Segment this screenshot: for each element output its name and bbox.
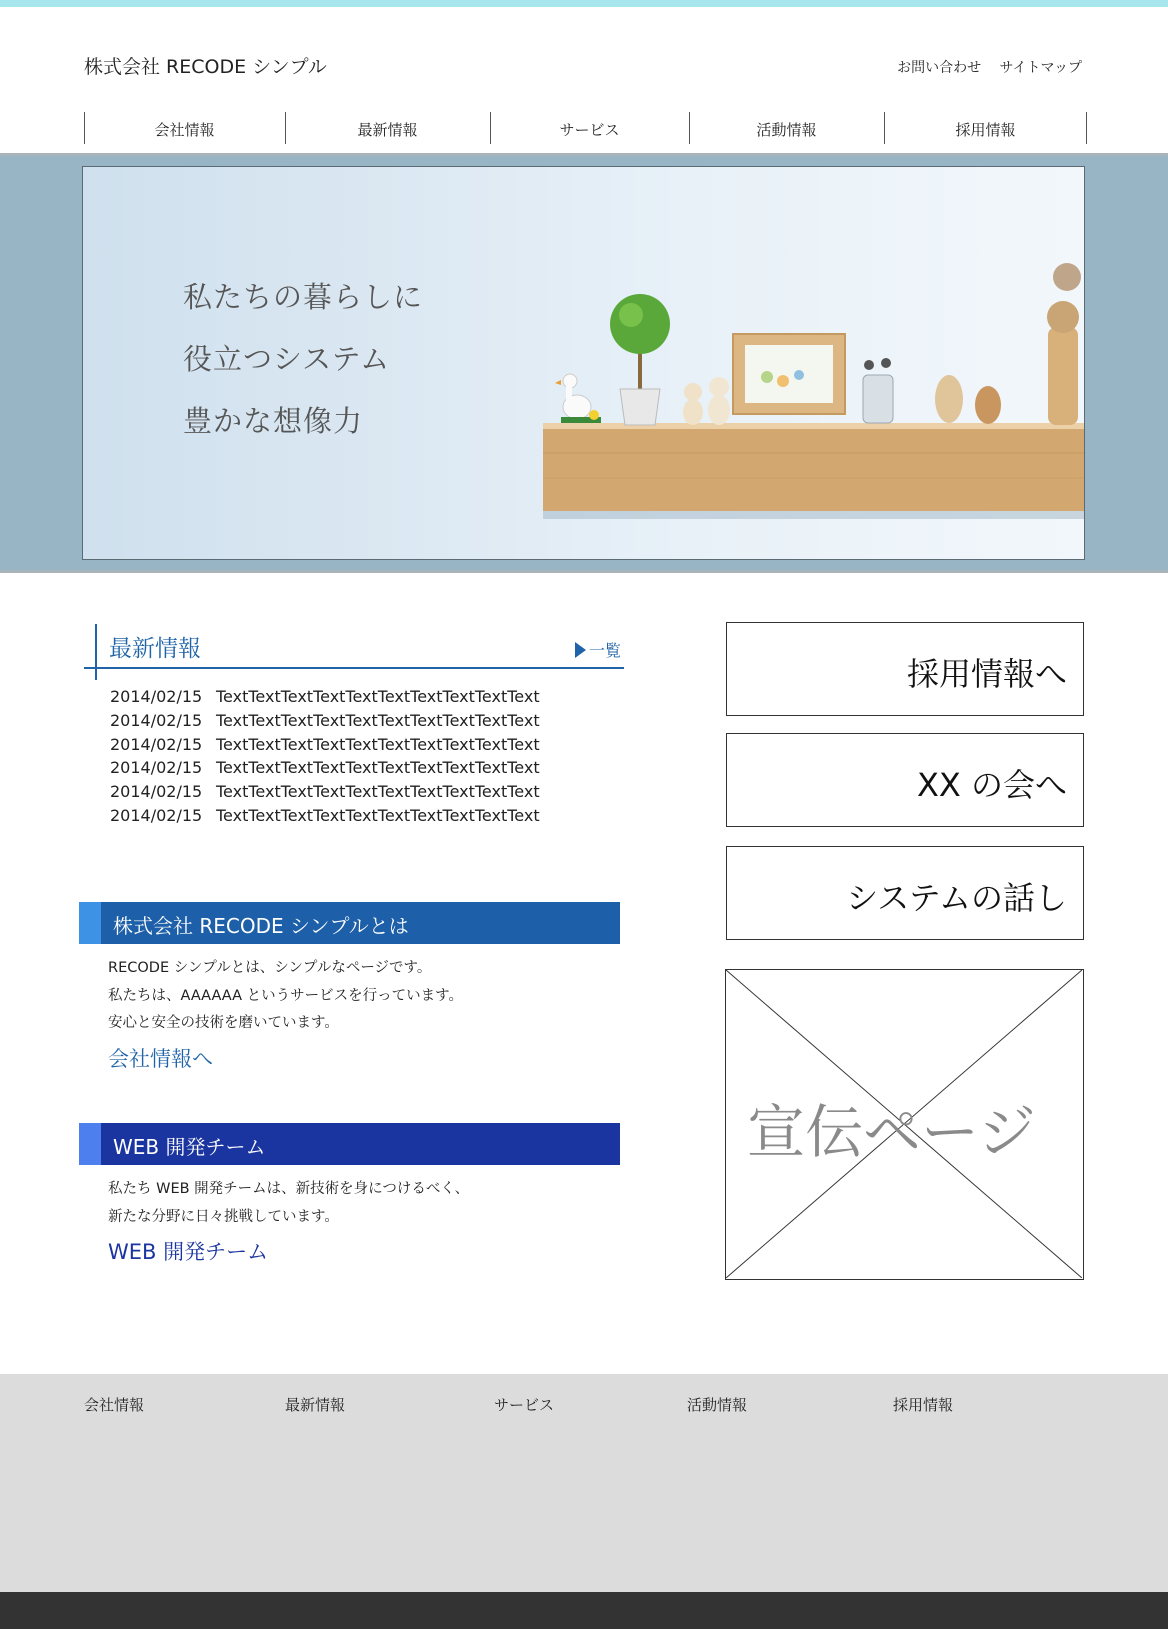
sitemap-link[interactable]: サイトマップ <box>999 60 1082 76</box>
news-text: TextTextTextTextTextTextTextTextTextText <box>216 805 540 825</box>
news-date: 2014/02/15 <box>110 710 203 730</box>
news-date: 2014/02/15 <box>110 734 203 754</box>
news-text: TextTextTextTextTextTextTextTextTextText <box>216 734 540 754</box>
global-nav <box>84 112 1087 144</box>
news-item[interactable] <box>110 711 540 735</box>
news-text: TextTextTextTextTextTextTextTextTextText <box>216 687 540 706</box>
system-talk-button-label: システムの話し <box>846 879 1067 917</box>
news-heading-accent <box>95 624 97 680</box>
shelf-illustration <box>83 167 1085 560</box>
recruit-button-label: 採用情報へ <box>906 655 1067 693</box>
section-accent <box>79 902 101 944</box>
news-list <box>110 687 540 830</box>
about-line: 安心と安全の技術を磨いています。 <box>108 1015 339 1031</box>
about-section-header <box>79 902 620 944</box>
news-date: 2014/02/15 <box>110 758 203 778</box>
news-item[interactable] <box>110 735 540 759</box>
section-accent <box>79 1123 101 1165</box>
site-title[interactable]: 株式会社 RECODE シンプル <box>84 56 327 78</box>
news-text: TextTextTextTextTextTextTextTextTextText <box>216 758 540 778</box>
nav-item-activity[interactable]: 活動情報 <box>756 121 817 139</box>
web-team-link[interactable]: WEB 開発チーム <box>108 1240 269 1264</box>
news-more-label: 一覧 <box>589 641 622 660</box>
about-section-body <box>108 955 463 1038</box>
news-date: 2014/02/15 <box>110 782 203 802</box>
system-talk-button[interactable] <box>726 846 1084 940</box>
news-item[interactable] <box>110 758 540 782</box>
about-section-title: 株式会社 RECODE シンプルとは <box>113 914 409 938</box>
play-triangle-icon <box>575 642 586 658</box>
about-line: 私たちは、AAAAAA というサービスを行っています。 <box>108 987 463 1004</box>
news-title: 最新情報 <box>109 636 201 662</box>
footer-link-activity[interactable]: 活動情報 <box>687 1396 748 1414</box>
ad-banner-label: 宣伝ページ <box>747 1098 1036 1166</box>
news-date: 2014/02/15 <box>110 805 203 825</box>
utility-links <box>883 57 1082 77</box>
contact-link[interactable]: お問い合わせ <box>897 60 982 76</box>
shelf-board <box>543 425 1085 511</box>
company-info-link[interactable]: 会社情報へ <box>108 1047 213 1071</box>
recruit-button[interactable] <box>726 622 1084 716</box>
plant-ball <box>610 294 670 354</box>
web-team-section-body <box>108 1176 469 1231</box>
nav-item-company[interactable]: 会社情報 <box>154 121 215 139</box>
news-text: TextTextTextTextTextTextTextTextTextText <box>216 782 540 802</box>
web-team-line: 私たち WEB 開発チームは、新技術を身につけるべく、 <box>108 1181 470 1197</box>
xx-club-button-label: XX の会へ <box>916 766 1067 804</box>
footer-link-recruit[interactable]: 採用情報 <box>893 1396 954 1414</box>
news-item[interactable] <box>110 782 540 806</box>
hero-banner <box>82 166 1085 560</box>
nav-separator <box>1086 112 1087 144</box>
footer <box>0 1374 1168 1592</box>
footer-link-service[interactable]: サービス <box>494 1396 555 1414</box>
news-date: 2014/02/15 <box>110 687 203 706</box>
web-team-section-header <box>79 1123 620 1165</box>
web-team-section-title: WEB 開発チーム <box>113 1135 266 1159</box>
top-accent-strip <box>0 0 1168 7</box>
news-text: TextTextTextTextTextTextTextTextTextText <box>216 710 540 730</box>
nav-item-news[interactable]: 最新情報 <box>357 121 418 139</box>
hero-line: 豊かな想像力 <box>183 404 364 438</box>
nav-item-service[interactable]: サービス <box>559 121 620 139</box>
nav-item-recruit[interactable]: 採用情報 <box>955 121 1016 139</box>
news-more-link[interactable] <box>575 638 621 661</box>
hero-line: 私たちの暮らしに <box>183 280 424 314</box>
xx-club-button[interactable] <box>726 733 1084 827</box>
footer-link-news[interactable]: 最新情報 <box>285 1396 346 1414</box>
news-item[interactable] <box>110 806 540 830</box>
news-item[interactable] <box>110 687 540 711</box>
shelf-top <box>543 423 1085 429</box>
footer-link-company[interactable]: 会社情報 <box>84 1396 145 1414</box>
web-team-line: 新たな分野に日々挑戦しています。 <box>108 1208 339 1225</box>
plant-pot <box>620 389 660 425</box>
about-line: RECODE シンプルとは、シンプルなページです。 <box>108 960 432 976</box>
footer-bottom-bar <box>0 1592 1168 1629</box>
news-heading-rule <box>84 667 624 669</box>
hero-line: 役立つシステム <box>183 342 391 376</box>
